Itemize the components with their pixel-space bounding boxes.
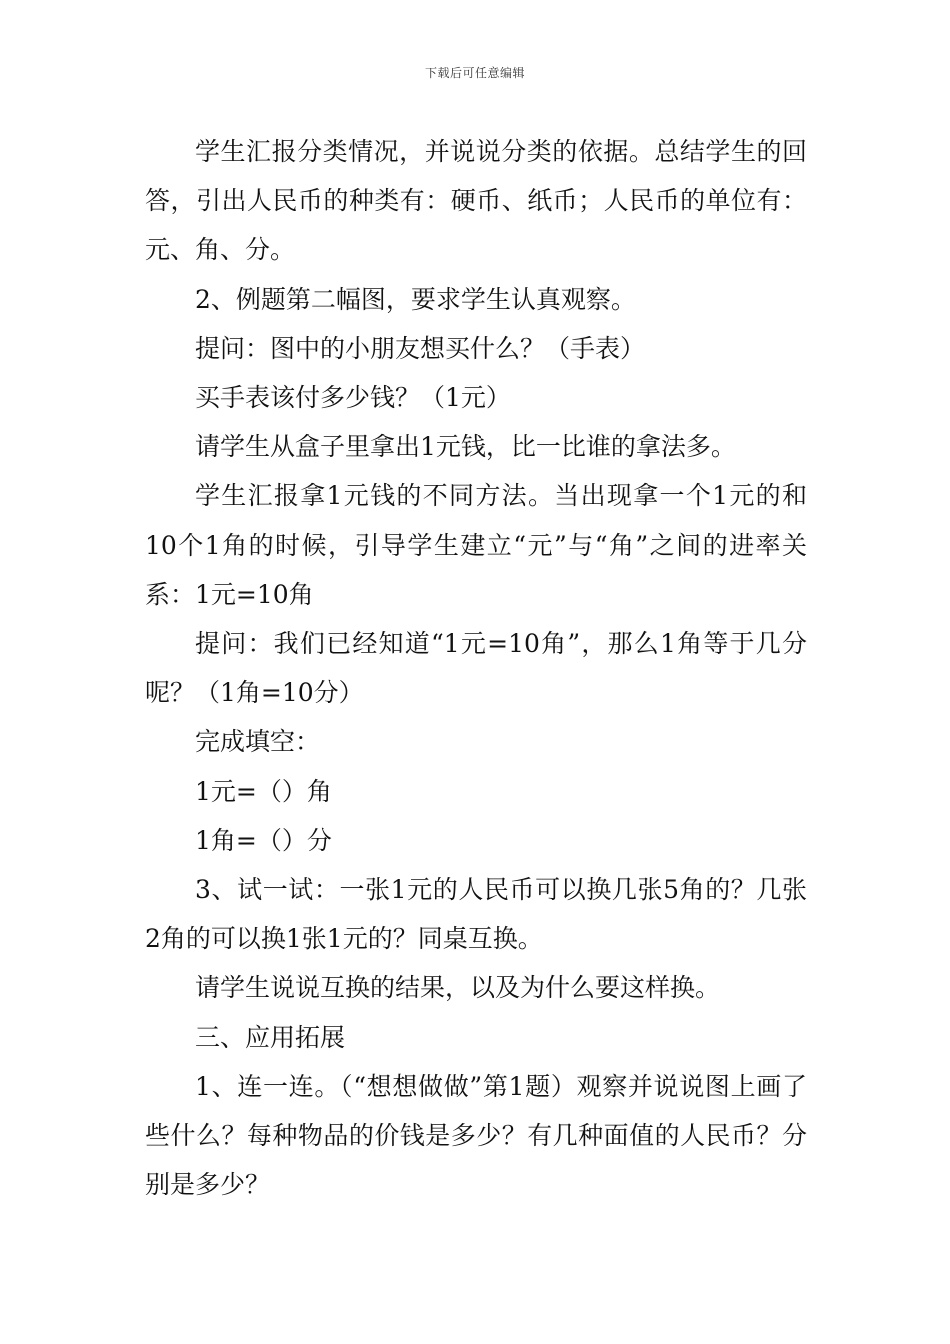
paragraph-example-two: 2、例题第二幅图，要求学生认真观察。: [195, 284, 636, 314]
paragraph-exchange-result: 请学生说说互换的结果，以及为什么要这样换。: [195, 973, 721, 1003]
paragraph-question-jiao-fen: 提问：我们已经知道“1元=10角”，那么1角等于几分呢？（1角=10分）: [145, 629, 807, 708]
page-header: 下载后可任意编辑: [424, 66, 525, 80]
paragraph-fill-blank-yuan: 1元=（）角: [195, 776, 332, 806]
paragraph-fill-blank-jiao: 1角=（）分: [195, 825, 332, 855]
document-body: [145, 127, 807, 1209]
paragraph-connect-exercise: 1、连一连。（“想想做做”第1题）观察并说说图上画了些什么？每种物品的价钱是多少？有几种面值的人民币？分别是多少？: [145, 1071, 807, 1200]
paragraph-classification-summary: 学生汇报分类情况，并说说分类的依据。总结学生的回答，引出人民币的种类有：硬币、纸币；人民币的单位有：元、角、分。: [145, 137, 807, 265]
paragraph-report-methods: 学生汇报拿1元钱的不同方法。当出现拿一个1元的和10个1角的时候，引导学生建立“元”与“角”之间的进率关系：1元=10角: [145, 481, 807, 609]
paragraph-question-price: 买手表该付多少钱？（1元）: [195, 383, 511, 413]
paragraph-take-money: 请学生从盒子里拿出1元钱，比一比谁的拿法多。: [195, 432, 736, 462]
paragraph-question-buy: 提问：图中的小朋友想买什么？（手表）: [195, 333, 646, 363]
paragraph-try-exchange: 3、试一试：一张1元的人民币可以换几张5角的？几张2角的可以换1张1元的？同桌互换。: [145, 875, 807, 954]
paragraph-fill-blank-title: 完成填空：: [195, 727, 321, 757]
section-heading-application: 三、应用拓展: [195, 1022, 346, 1052]
